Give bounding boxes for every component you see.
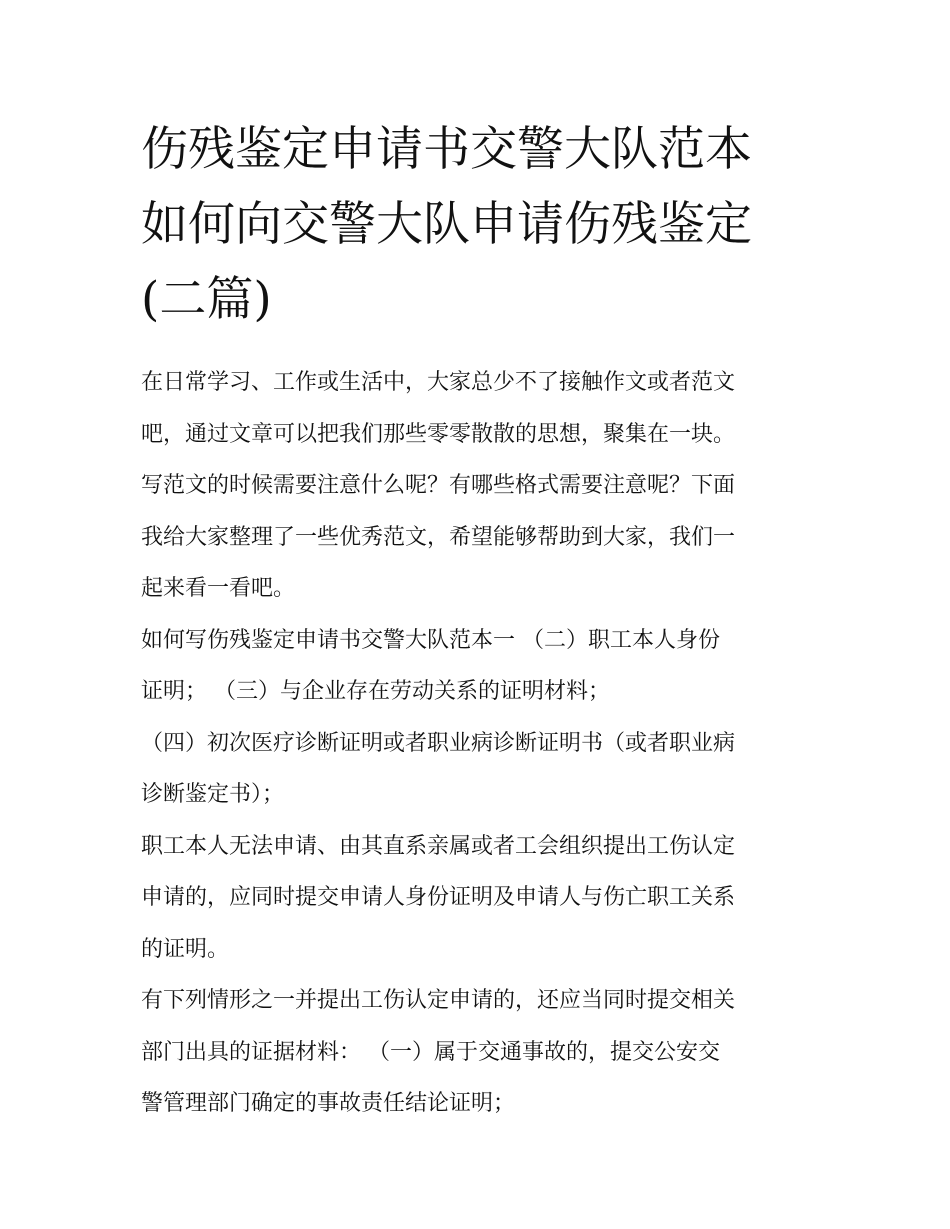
- body-line: 职工本人无法申请、由其直系亲属或者工会组织提出工伤认定: [141, 833, 736, 859]
- title-line: 伤残鉴定申请书交警大队范本: [141, 122, 752, 177]
- body-line: 有下列情形之一并提出工伤认定申请的，还应当同时提交相关: [141, 988, 736, 1013]
- body-line: （四）初次医疗诊断证明或者职业病诊断证明书（或者职业病: [141, 730, 736, 756]
- body-line: 诊断鉴定书）；: [141, 782, 285, 807]
- body-line: 警管理部门确定的事故责任结论证明；: [141, 1091, 516, 1116]
- document-title: [141, 112, 821, 337]
- body-line: 写范文的时候需要注意什么呢？有哪些格式需要注意呢？下面: [141, 473, 736, 498]
- body-line: 如何写伤残鉴定申请书交警大队范本一 （二）职工本人身份: [141, 627, 720, 653]
- body-line: 我给大家整理了一些优秀范文，希望能够帮助到大家，我们一: [141, 524, 736, 550]
- body-line: 的证明。: [141, 936, 230, 962]
- body-line: 起来看一看吧。: [141, 576, 296, 601]
- body-line: 部门出具的证据材料： （一）属于交通事故的，提交公安交: [141, 1039, 720, 1065]
- body-line: 证明； （三）与企业存在劳动关系的证明材料；: [141, 679, 610, 704]
- body-line: 在日常学习、工作或生活中，大家总少不了接触作文或者范文: [141, 370, 736, 395]
- body-line: 吧，通过文章可以把我们那些零零散散的思想，聚集在一块。: [141, 421, 736, 447]
- document-body: [141, 357, 821, 1130]
- title-line: (二篇): [141, 272, 272, 327]
- body-line: 申请的，应同时提交申请人身份证明及申请人与伤亡职工关系: [141, 885, 736, 910]
- title-line: 如何向交警大队申请伤残鉴定: [141, 197, 752, 252]
